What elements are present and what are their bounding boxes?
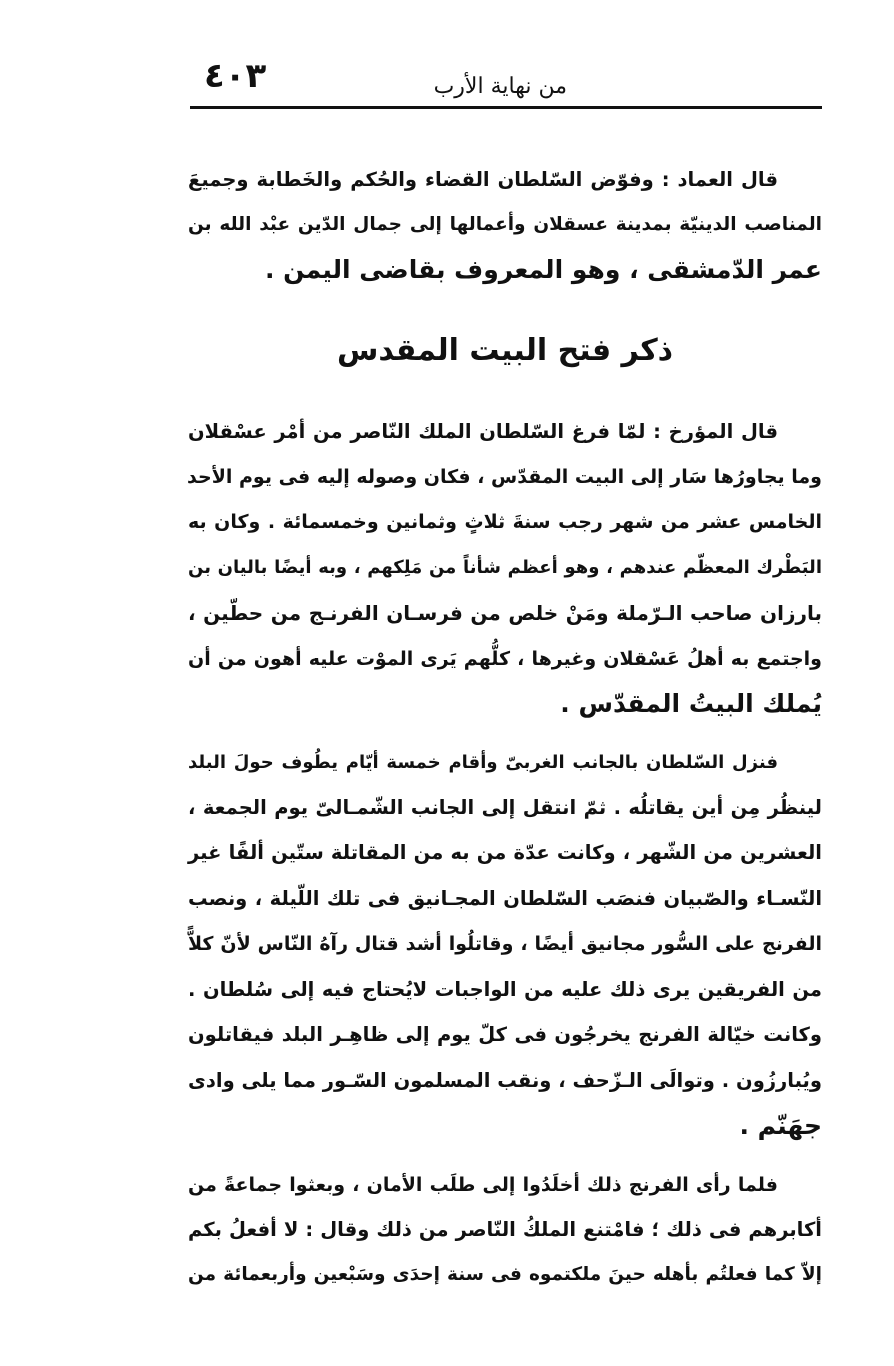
text-line: لينظُر مِن أين يقاتلُه . ثمّ انتقل إلى الجانب الشّمـالىّ يوم الجمعة ، [188,796,822,819]
text-line: واجتمع به أهلُ عَسْقلان وغيرها ، كلُّهم يَرى الموْت عليه أهون من أن [188,648,822,670]
text-line: إلاّ كما فعلتُم بأهله حينَ ملكتموه فى سنة إحدَى وسَبْعين وأربعمائة من [188,1264,822,1285]
text-line: المناصب الدينيّة بمدينة عسقلان وأعمالها إلى جمال الدّين عبْد الله بن [188,214,822,235]
text-line: قال العماد : وفوّض السّلطان القضاء والحُكم والخَطابة وجميعَ [188,168,778,191]
page-number: ٤٠٣ [204,56,267,96]
text-line: ويُبارزُون . وتوالَى الـزّحف ، ونقب المسلمون السّـور مما يلى وادى [188,1069,822,1092]
text-line: النّسـاء والصّبيان فنصَب السّلطان المجـانيق فى تلك اللّيلة ، ونصب [188,887,822,910]
text-line: الخامس عشر من شهر رجب سنةَ ثلاثٍ وثمانين وخمسمائة . وكان به [188,511,822,533]
text-line: الفرنج على السُّور مجانيق أيضًا ، وقاتلُوا أشد قتال رآهُ النّاس لأنّ كلاًّ [188,933,822,955]
text-line: عمر الدّمشقى ، وهو المعروف بقاضى اليمن . [264,255,822,284]
text-line: وكانت خيّالة الفرنج يخرجُون فى كلّ يوم إلى ظاهِـر البلد فيقاتلون [188,1023,822,1046]
text-line: يُملك البيتُ المقدّس . [560,689,822,718]
text-line: وما يجاورُها سَار إلى البيت المقدّس ، فكان وصوله إليه فى يوم الأحد [187,466,822,488]
running-title: من نهاية الأرب [433,74,567,99]
text-line: فنزل السّلطان بالجانب الغربىّ وأقام خمسة أيّام يطُوف حولَ البلد [188,752,778,773]
text-line: بارزان صاحب الـرّملة ومَنْ خلص من فرسـان الفرنـج من حطّين ، [188,601,822,625]
text-line: فلما رأى الفرنج ذلك أخلَدُوا إلى طلَب الأمان ، وبعثوا جماعةً من [188,1174,778,1196]
page-header [190,52,822,108]
text-line: أكابرهم فى ذلك ؛ فامْتنع الملكُ النّاصر من ذلك وقال : لا أفعلُ بكم [188,1218,822,1241]
text-line: جهَنّم . [739,1111,822,1140]
text-line: من الفريقين يرى ذلك عليه من الواجبات لايُحتاج فيه إلى سُلطان . [188,978,822,1001]
text-line: البَطْرك المعظّم عندهم ، وهو أعظم شأناً من مَلِكهم ، وبه أيضًا باليان بن [188,557,822,578]
text-line: قال المؤرخ : لمّا فرغ السّلطان الملك النّاصر من أمْر عسْقلان [188,420,778,443]
section-heading: ذكر فتح البيت المقدس [336,333,674,368]
header-rule [190,106,822,109]
text-line: العشرين من الشّهر ، وكانت عدّة من به من المقاتلة ستّين ألفًا غير [188,841,822,864]
